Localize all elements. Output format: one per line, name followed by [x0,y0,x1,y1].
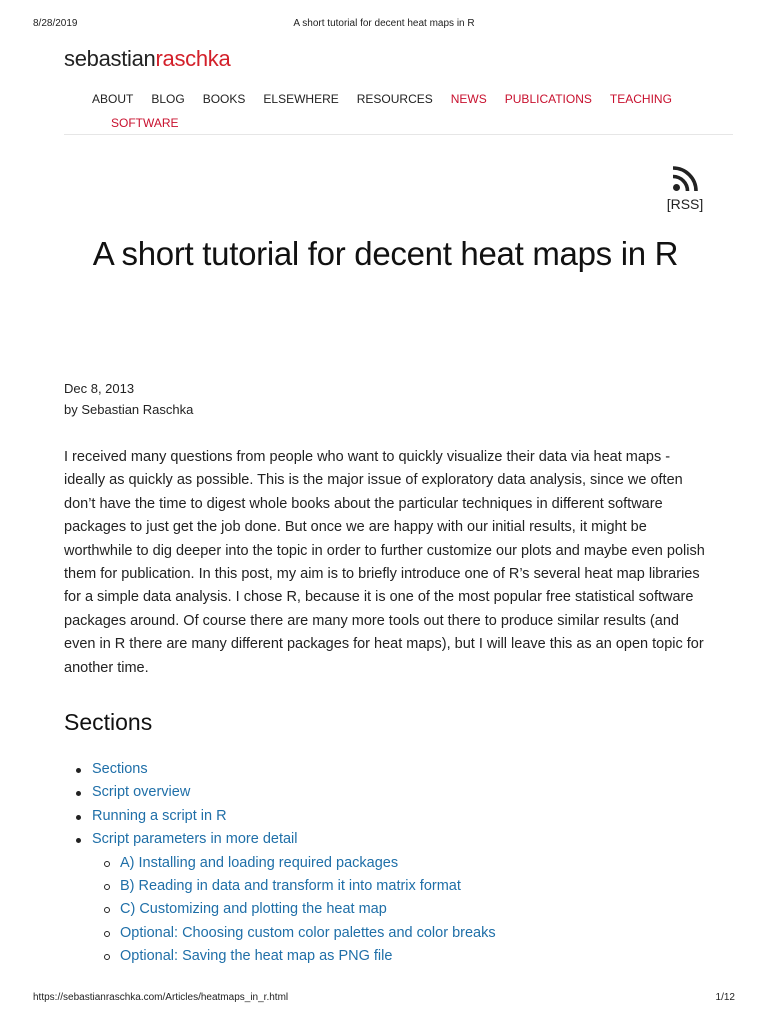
toc-link-running-script[interactable]: Running a script in R [92,807,227,824]
rss-label: [RSS] [666,196,704,212]
nav-item-teaching[interactable]: TEACHING [609,92,672,106]
toc-link-sections[interactable]: Sections [92,761,148,777]
table-of-contents [64,758,724,969]
sections-heading: Sections [64,709,153,735]
print-footer [33,992,735,1004]
print-page-number: 1/12 [715,992,735,1003]
toc-subitem [64,898,724,921]
article-date: Dec 8, 2013 [64,381,135,396]
nav-item-news[interactable]: NEWS [450,92,487,106]
toc-link-install-packages[interactable]: A) Installing and loading required packages [120,854,399,871]
article-intro: I received many questions from people who want to quickly visualize their data via heat maps - ideally as quickly as possible. This is the major issue of exploratory data analysis, since we often don’t have the time to digest whole books about the particular techniques in different software packages to just get the job done. But once we are happy with our initial results, it might be worthwhile to dig deeper into the topic in order to further customize our plots and maybe even polish them for publication. In this post, my aim is to briefly introduce one of R’s several heat map libraries for a simple data analysis. I chose R, because it is one of the most popular free statistical software packages around. Of course there are many more tools out there to produce similar results (and even in R there are many different packages for heat maps), but I will leave this as an open topic for another time. [64,449,705,676]
nav-row-2 [111,116,197,130]
nav-item-about[interactable]: ABOUT [92,92,134,106]
toc-list [64,758,724,852]
nav-row-1 [92,92,690,106]
toc-item [64,805,724,828]
toc-link-script-overview[interactable]: Script overview [92,784,191,801]
site-logo-first: sebastian [64,46,156,71]
toc-link-saving-png[interactable]: Optional: Saving the heat map as PNG file [120,948,393,965]
print-url: https://sebastianraschka.com/Articles/heatmaps_in_r.html [33,992,289,1003]
nav-item-software[interactable]: SOFTWARE [111,116,179,130]
article-author: by Sebastian Raschka [64,402,194,417]
nav-item-books[interactable]: BOOKS [202,92,246,106]
nav-item-publications[interactable]: PUBLICATIONS [504,92,592,106]
print-doc-title: A short tutorial for decent heat maps in R [293,18,475,29]
toc-subitem [64,852,724,875]
toc-item [64,781,724,804]
rss-icon [672,166,698,192]
nav-item-blog[interactable]: BLOG [151,92,185,106]
toc-link-customizing-plot[interactable]: C) Customizing and plotting the heat map [120,901,387,918]
toc-sublist [64,852,724,969]
toc-item [64,758,724,781]
toc-subitem [64,945,724,968]
toc-link-color-palettes[interactable]: Optional: Choosing custom color palettes and color breaks [120,924,496,941]
toc-item [64,828,724,851]
nav-divider [64,134,733,135]
toc-subitem [64,922,724,945]
print-date: 8/28/2019 [33,18,78,29]
nav-item-resources[interactable]: RESOURCES [356,92,433,106]
article-title: A short tutorial for decent heat maps in R [92,235,679,272]
nav-item-elsewhere[interactable]: ELSEWHERE [263,92,339,106]
site-logo[interactable] [64,46,230,72]
article-meta [64,378,193,420]
rss-link[interactable] [656,166,714,212]
toc-link-reading-data[interactable]: B) Reading in data and transform it into matrix format [120,878,461,895]
print-header [33,18,735,30]
site-logo-second: raschka [155,46,231,71]
toc-link-script-parameters[interactable]: Script parameters in more detail [92,831,298,848]
toc-subitem [64,875,724,898]
